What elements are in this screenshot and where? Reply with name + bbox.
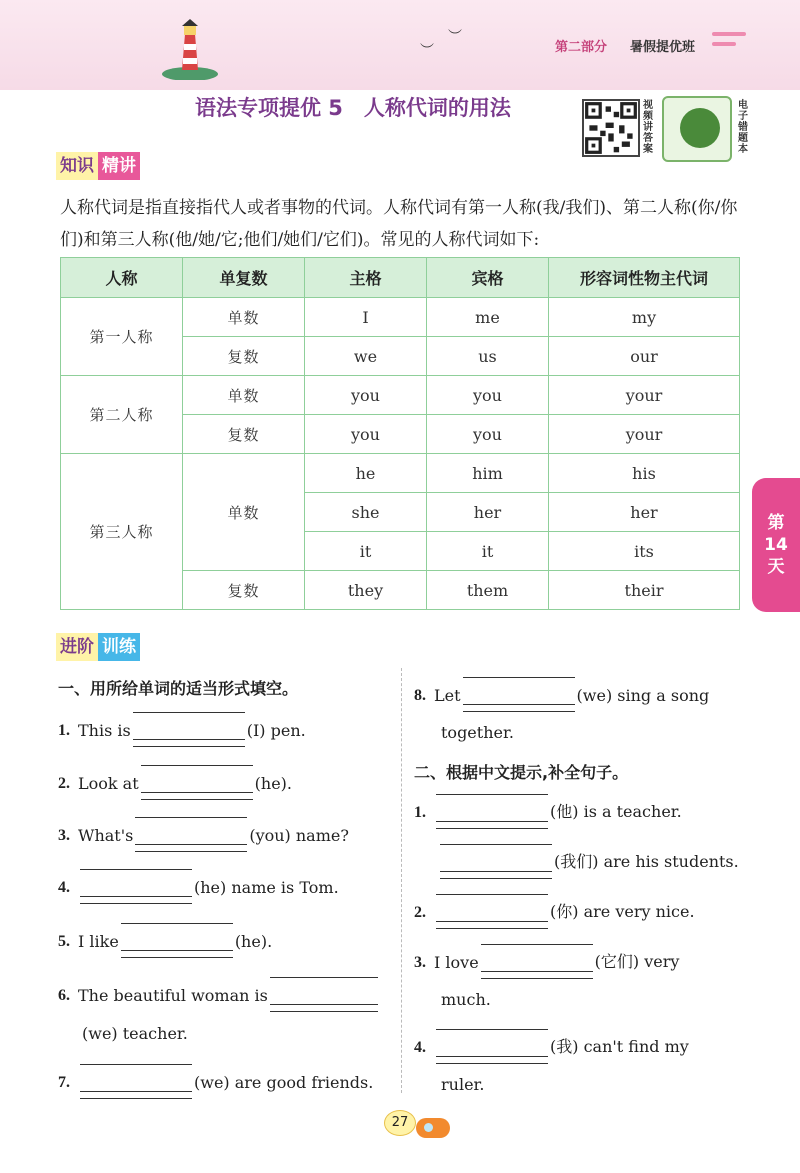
table-cell: you	[427, 415, 549, 454]
question-number: 3.	[414, 954, 426, 971]
number-cell: 单数	[183, 298, 305, 337]
table-cell: your	[549, 415, 740, 454]
submarine-window-icon	[424, 1123, 433, 1132]
question-text: (he) name is Tom.	[194, 878, 339, 897]
table-cell: its	[549, 532, 740, 571]
question-p3	[414, 946, 679, 972]
table-cell: you	[305, 376, 427, 415]
table-cell: my	[549, 298, 740, 337]
day-tab-text: 第	[767, 513, 785, 533]
question-text: (你) are very nice.	[550, 902, 695, 921]
table-cell: us	[427, 337, 549, 376]
day-tab-text: 天	[767, 557, 785, 577]
question-text: Let	[434, 686, 461, 705]
page-title: 语法专项提优 5 人称代词的用法	[195, 96, 511, 120]
number-cell: 单数	[183, 376, 305, 415]
corner-decoration	[712, 32, 746, 54]
lighthouse-icon	[160, 18, 220, 80]
number-cell: 单数	[183, 454, 305, 571]
tag-text: 知识	[56, 152, 98, 180]
question-p1-line2	[438, 846, 739, 872]
table-header: 主格	[305, 258, 427, 298]
question-3	[58, 819, 349, 845]
question-4	[58, 871, 339, 897]
answer-blank[interactable]	[481, 952, 593, 972]
question-number: 8.	[414, 687, 426, 704]
question-number: 2.	[58, 775, 70, 792]
question-p4	[414, 1031, 689, 1057]
knowledge-tag	[56, 152, 140, 180]
table-cell: he	[305, 454, 427, 493]
question-text: (他) is a teacher.	[550, 802, 682, 821]
question-number: 6.	[58, 987, 70, 1004]
table-cell: our	[549, 337, 740, 376]
answer-blank[interactable]	[80, 877, 192, 897]
table-row	[61, 454, 740, 493]
table-cell: it	[305, 532, 427, 571]
table-cell: I	[305, 298, 427, 337]
question-number: 1.	[58, 722, 70, 739]
table-cell: you	[305, 415, 427, 454]
question-text: The beautiful woman is	[78, 986, 268, 1005]
table-header: 宾格	[427, 258, 549, 298]
answer-blank[interactable]	[141, 773, 253, 793]
answer-blank[interactable]	[135, 825, 247, 845]
question-text: (I) pen.	[246, 721, 306, 740]
table-header: 人称	[61, 258, 183, 298]
practice-tag	[56, 633, 140, 661]
table-header: 单复数	[183, 258, 305, 298]
table-cell: them	[427, 571, 549, 610]
tag-text: 训练	[98, 633, 140, 661]
question-text: (he).	[254, 774, 292, 793]
question-text: (我) can't find my	[550, 1037, 689, 1056]
tag-text: 进阶	[56, 633, 98, 661]
day-tab	[752, 478, 800, 612]
question-text: Look at	[78, 774, 139, 793]
person-cell: 第三人称	[61, 454, 183, 610]
table-header-row	[61, 258, 740, 298]
bird-icon: ︶	[420, 43, 434, 59]
question-text: What's	[78, 826, 134, 845]
question-2	[58, 767, 292, 793]
answer-blank[interactable]	[436, 902, 548, 922]
number-cell: 复数	[183, 337, 305, 376]
question-text: (we) sing a song	[576, 686, 710, 705]
column-divider	[401, 668, 402, 1093]
section-label: 第二部分	[555, 40, 608, 55]
table-row	[61, 298, 740, 337]
table-cell: they	[305, 571, 427, 610]
table-cell: we	[305, 337, 427, 376]
question-text: (它们) very	[594, 952, 680, 971]
question-p1	[414, 796, 682, 822]
table-row	[61, 376, 740, 415]
table-cell: her	[427, 493, 549, 532]
question-number: 2.	[414, 904, 426, 921]
question-number: 5.	[58, 933, 70, 950]
question-7	[58, 1066, 373, 1092]
bird-icon: ︶	[448, 29, 462, 45]
table-header: 形容词性物主代词	[549, 258, 740, 298]
answer-blank[interactable]	[133, 720, 245, 740]
question-text: I love	[434, 953, 479, 972]
question-text: This is	[78, 721, 131, 740]
table-cell: me	[427, 298, 549, 337]
number-cell: 复数	[183, 415, 305, 454]
question-number: 3.	[58, 827, 70, 844]
question-text: (we) teacher.	[82, 1024, 188, 1043]
table-cell: you	[427, 376, 549, 415]
section-heading: 二、根据中文提示,补全句子。	[414, 763, 629, 782]
question-number: 7.	[58, 1074, 70, 1091]
question-6	[58, 979, 380, 1005]
qr-code-icon[interactable]	[582, 99, 640, 157]
question-text: I like	[78, 932, 119, 951]
table-cell: her	[549, 493, 740, 532]
question-5	[58, 925, 272, 951]
answer-blank[interactable]	[463, 685, 575, 705]
question-text: (you) name?	[249, 826, 349, 845]
question-text: (我们) are his students.	[554, 852, 739, 871]
question-number: 1.	[414, 804, 426, 821]
day-tab-number: 14	[764, 535, 788, 555]
person-cell: 第一人称	[61, 298, 183, 376]
question-text: ruler.	[441, 1075, 485, 1094]
question-text: (he).	[234, 932, 273, 951]
series-label: 暑假提优班	[630, 40, 696, 55]
submarine-icon	[416, 1118, 450, 1138]
answer-blank[interactable]	[436, 802, 548, 822]
answer-blank[interactable]	[80, 1072, 192, 1092]
question-text: (we) are good friends.	[194, 1073, 374, 1092]
number-cell: 复数	[183, 571, 305, 610]
table-cell: she	[305, 493, 427, 532]
table-cell: their	[549, 571, 740, 610]
question-text: much.	[441, 990, 491, 1009]
answer-blank[interactable]	[121, 931, 233, 951]
leaf-icon	[680, 108, 720, 148]
qr-label: 视频讲答案	[643, 100, 653, 155]
page-number: 27	[384, 1110, 416, 1136]
table-cell: him	[427, 454, 549, 493]
qr-label: 电子错题本	[738, 100, 748, 155]
section-heading: 一、用所给单词的适当形式填空。	[58, 679, 299, 698]
question-text: together.	[441, 723, 514, 742]
question-number: 4.	[414, 1039, 426, 1056]
intro-paragraph: 人称代词是指直接指代人或者事物的代词。人称代词有第一人称(我/我们)、第二人称(你/你们)和第三人称(他/她/它;他们/她们/它们)。常见的人称代词如下:	[60, 198, 738, 250]
tag-text: 精讲	[98, 152, 140, 180]
question-p2	[414, 896, 695, 922]
pronoun-table	[60, 257, 740, 610]
table-cell: it	[427, 532, 549, 571]
table-cell: his	[549, 454, 740, 493]
answer-blank[interactable]	[440, 852, 552, 872]
question-number: 4.	[58, 879, 70, 896]
answer-blank[interactable]	[270, 985, 378, 1005]
table-cell: your	[549, 376, 740, 415]
person-cell: 第二人称	[61, 376, 183, 454]
question-8	[414, 679, 709, 705]
question-1	[58, 714, 306, 740]
answer-blank[interactable]	[436, 1037, 548, 1057]
